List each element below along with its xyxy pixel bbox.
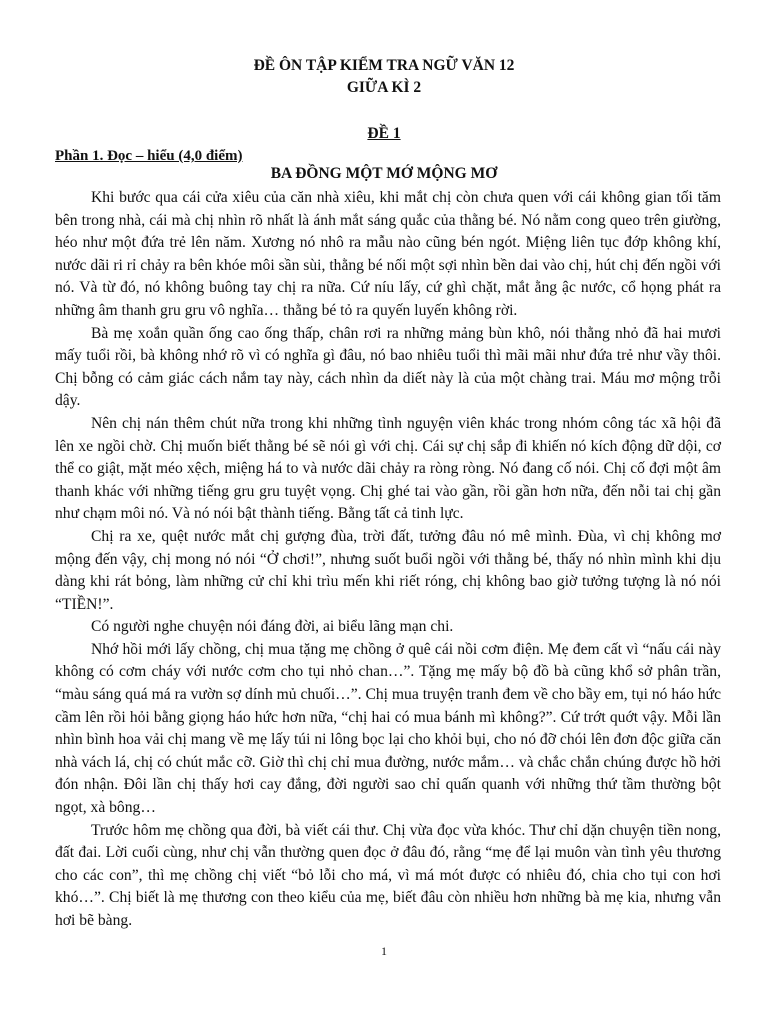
paragraph: Nhớ hồi mới lấy chồng, chị mua tặng mẹ chồng ở quê cái nồi cơm điện. Mẹ đem cất vì “nấu cái này không có cơm cháy với nước cơm cho tụi nhỏ chan…”. Tặng mẹ mấy bộ đồ bà cũng khổ sở phân trần, “màu sáng quá má ra vườn sợ dính mủ chuối…”. Chị mua truyện tranh đem về cho bầy em, tụi nó háo hức cầm lên rồi hỏi bằng giọng háo hức hơn nữa, “chị hai có mua bánh mì không?”. Cứ trớt quớt vậy. Mỗi lần nhìn bình hoa vải chị mang về mẹ lấy túi ni lông bọc lại cho khỏi bụi, cho nó đỡ chói lên đơn độc giữa căn nhà vách lá, chị có chút mắc cỡ. Giờ thì chị chỉ mua đường, nước mắm… và chắc chắn chúng được hồ hởi đón nhận. Đôi lần chị thấy hơi cay đắng, đời người sao chỉ quấn quanh với những thứ tầm thường bột ngọt, xà bông… [55,640,721,817]
part-heading: Phần 1. Đọc – hiểu (4,0 điểm) [55,148,243,164]
paragraph: Khi bước qua cái cửa xiêu của căn nhà xiêu, khi mắt chị còn chưa quen với cái không gian tối tăm bên trong nhà, cái mà chị nhìn rõ nhất là ánh mắt sáng quắc của thằng bé. Nó nằm cong queo trên giường, héo như một đứa trẻ lên năm. Xương nó nhô ra mẫu nào cũng bén ngót. Miệng liên tục đớp không khí, nước dãi ri rỉ chảy ra bên khóe môi sần sùi, thằng bé nối một sợi nhìn bền dai vào chị, hút chị đến ngồi với nó. Và từ đó, nó không buông tay chị ra nữa. Cứ níu lấy, cứ ghì chặt, mắt ằng ậc nước, cổ họng phát ra những âm thanh gru gru vô nghĩa… thằng bé tỏ ra quyến luyến không rời. [55,189,721,319]
paragraph: Chị ra xe, quệt nước mắt chị gượng đùa, trời đất, tưởng đâu nó mê mình. Đùa, vì chị không mơ mộng đến vậy, chị mong nó nói “Ở chơi!”, nhưng suốt buổi ngồi với thằng bé, thấy nó nhìn mình khi dịu dàng khi rát bỏng, làm những cử chỉ khi trìu mến khi riết róng, chị không bao giờ tưởng tượng là nó nói “TIỀN!”. [55,527,721,613]
page-number: 1 [381,944,387,958]
story-title: BA ĐỒNG MỘT MỚ MỘNG MƠ [270,165,498,182]
paragraph: Trước hôm mẹ chồng qua đời, bà viết cái thư. Chị vừa đọc vừa khóc. Thư chỉ dặn chuyện tiền nong, đất đai. Lời cuối cùng, như chị vẫn thường quen đọc ở đâu đó, rằng “mẹ để lại muôn vàn tình yêu thương cho các con”, thì mẹ chồng chị viết “bỏ lỗi cho má, vì má mót được có nhiêu đó, chia cho tụi con hơi khó…”. Chị biết là mẹ thương con theo kiểu của mẹ, biết đâu còn nhiều hơn những bà mẹ kia, nhưng vẫn hơi bẽ bàng. [55,821,721,929]
paragraph: Bà mẹ xoắn quần ống cao ống thấp, chân rơi ra những mảng bùn khô, nói thằng nhỏ đã hai mươi mấy tuổi rồi, bà không nhớ rõ vì có nghĩa gì đâu, nó bao nhiêu tuổi thì mãi mãi như đứa trẻ như vầy thôi. Chị bỗng có cảm giác cách nắm tay này, cách nhìn da diết này là của một chàng trai. Máu mơ mộng trỗi dậy. [55,324,721,410]
paragraph: Nên chị nán thêm chút nữa trong khi những tình nguyện viên khác trong nhóm công tác xã hội đã lên xe ngồi chờ. Chị muốn biết thằng bé sẽ nói gì với chị. Cái sự chị sắp đi khiến nó kích động dữ dội, cơ thể co giật, mặt méo xệch, miệng há to và nước dãi chảy ra ròng ròng. Nó đang cố nói. Chị cố đợi một âm thanh khác với những tiếng gru gru tuyệt vọng. Chị ghé tai vào gần, rồi gần hơn nữa, đến nỗi tai chị gần như chạm môi nó. Và nó nói bật thành tiếng. Bằng tất cả tinh lực. [55,414,721,523]
exam-number-heading: ĐỀ 1 [367,125,401,142]
document-title: ĐỀ ÔN TẬP KIỂM TRA NGỮ VĂN 12 [253,57,515,74]
paragraph: Có người nghe chuyện nói đáng đời, ai biểu lãng mạn chi. [91,618,454,636]
document-subtitle: GIỮA KÌ 2 [346,79,422,96]
story-body [55,187,721,933]
